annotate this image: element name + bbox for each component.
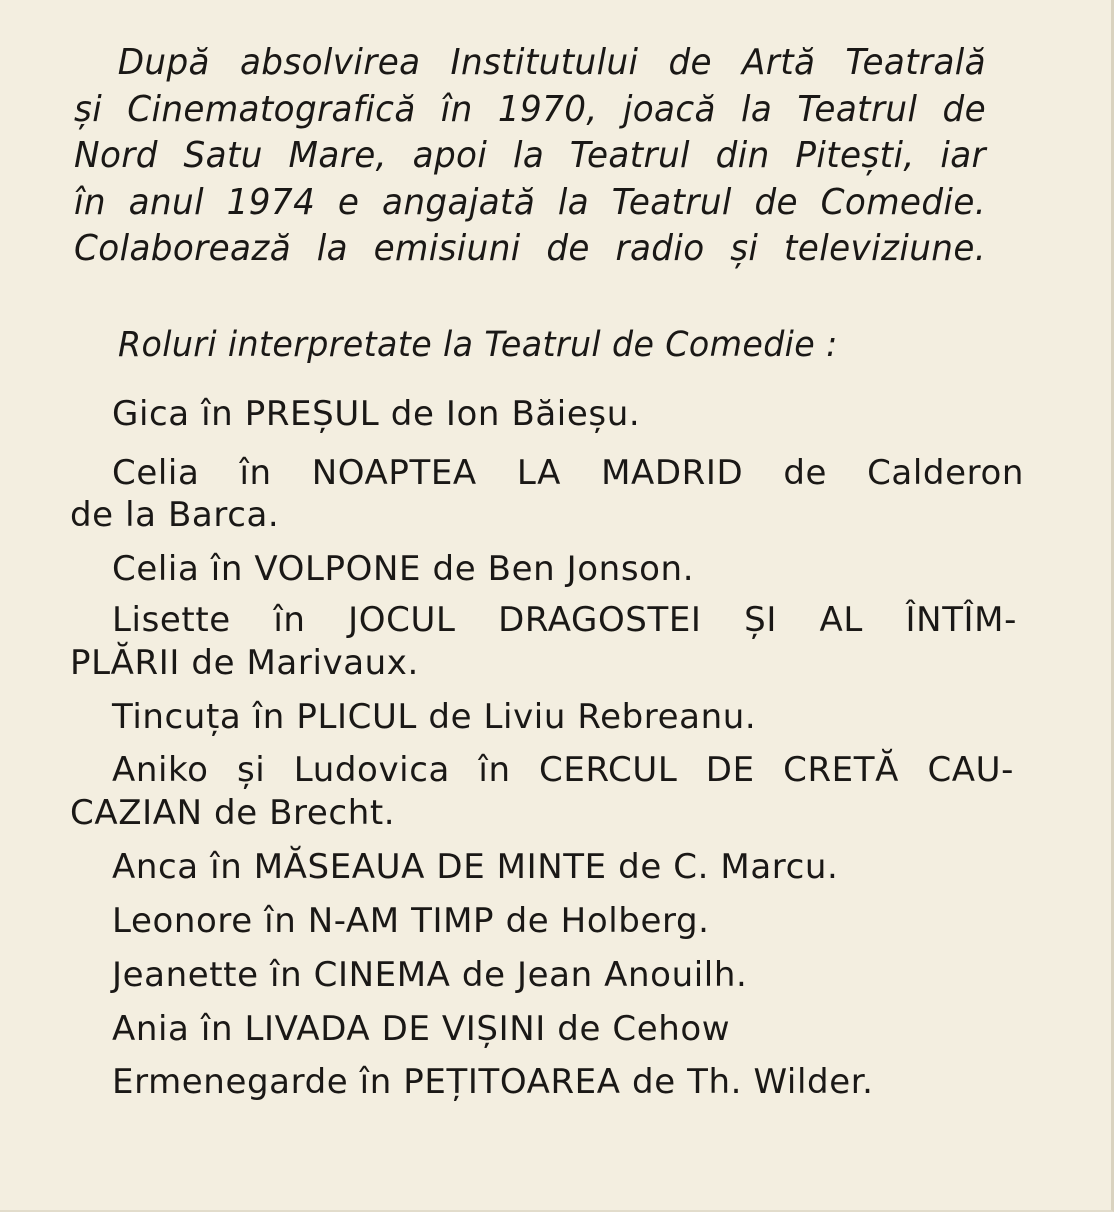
role-line: Jeanette în CINEMA de Jean Anouilh. bbox=[112, 955, 748, 995]
biography-line: Colaborează la emisiuni de radio și televiziune. bbox=[74, 228, 986, 269]
role-line: Leonore în N-AM TIMP de Holberg. bbox=[112, 901, 710, 941]
biography-line: După absolvirea Institutului de Artă Teatrală bbox=[117, 42, 986, 83]
biography-line: Nord Satu Mare, apoi la Teatrul din Pitești, iar bbox=[74, 135, 986, 176]
biography-line: și Cinematografică în 1970, joacă la Teatrul de bbox=[74, 88, 986, 130]
role-line: CAZIAN de Brecht. bbox=[70, 793, 396, 833]
role-line: Lisette în JOCUL DRAGOSTEI ȘI AL ÎNTÎM- bbox=[112, 600, 1017, 640]
role-line: de la Barca. bbox=[70, 495, 280, 535]
biography-paragraph bbox=[74, 40, 986, 273]
role-line: Gica în PREȘUL de Ion Băieșu. bbox=[112, 394, 641, 434]
role-line: Anca în MĂSEAUA DE MINTE de C. Marcu. bbox=[112, 847, 839, 887]
role-line: Ermenegarde în PEȚITOAREA de Th. Wilder. bbox=[112, 1062, 874, 1102]
role-line: Aniko și Ludovica în CERCUL DE CRETĂ CAU- bbox=[112, 750, 1014, 790]
role-line: Celia în NOAPTEA LA MADRID de Calderon bbox=[112, 453, 1024, 493]
role-line: Celia în VOLPONE de Ben Jonson. bbox=[112, 549, 695, 589]
biography-line: în anul 1974 e angajată la Teatrul de Comedie. bbox=[74, 181, 986, 223]
role-line: Tincuța în PLICUL de Liviu Rebreanu. bbox=[112, 697, 757, 737]
role-line: PLĂRII de Marivaux. bbox=[70, 643, 419, 683]
roles-heading: Roluri interpretate la Teatrul de Comedie : bbox=[118, 325, 838, 365]
role-line: Ania în LIVADA DE VIȘINI de Cehow bbox=[112, 1009, 731, 1049]
